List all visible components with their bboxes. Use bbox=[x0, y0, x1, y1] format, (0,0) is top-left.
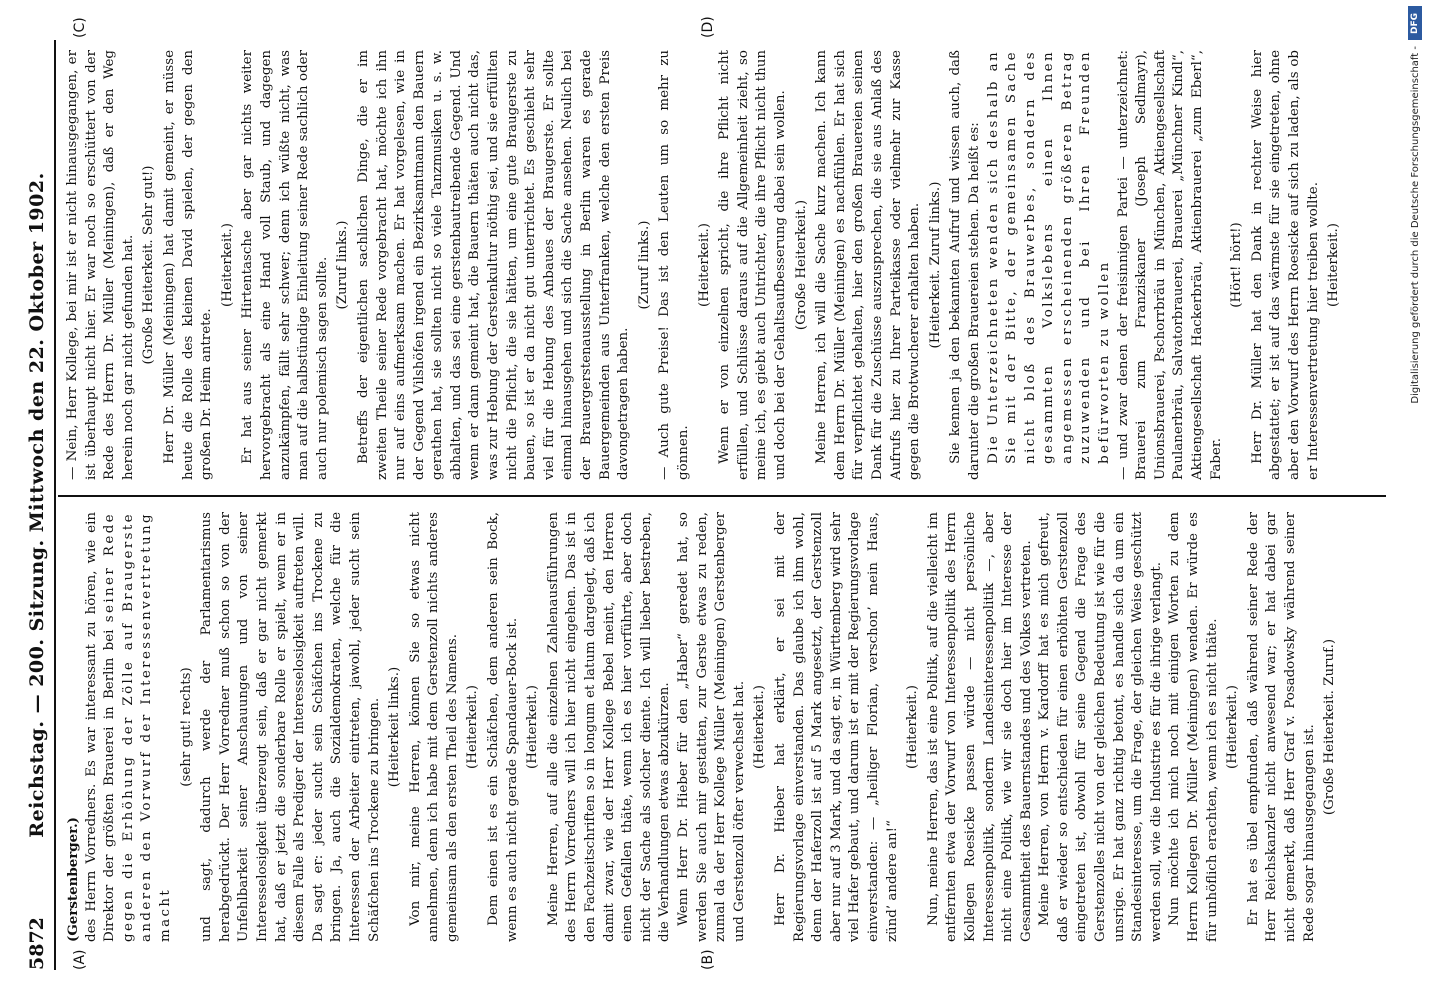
digitization-credit-text: Digitalisierung gefördert durch die Deutsche Forschungsgemeinschaft - bbox=[1410, 46, 1421, 404]
margin-mark-b: (B) bbox=[700, 949, 716, 970]
interjection: (Heiterkeit.) bbox=[219, 223, 235, 307]
margin-mark-a: (A) bbox=[72, 949, 88, 970]
paragraph: Meine Herren, von Herrn v. Kardorff hat es mich gefreut, daß er wieder so entschieden für einen erhöhten Gerstenzoll eingetreten ist, obwohl für seine Gegend die Frage des Gerstenzolles nicht von der gleichen Bedeutung ist wie für die unsrige. Er hat ganz richtig betont, es handle sich da um ein Standesinteresse, um die Frage, der gleichen Weise geschützt werden soll, wie die Industrie es für die ihrige verlangt. bbox=[1037, 512, 1164, 942]
page-number: 5872 bbox=[26, 917, 48, 970]
dfg-logo: DFG bbox=[1408, 6, 1422, 40]
paragraph: — Nein, Herr Kollege, bei mir ist er nicht hinausgegangen, er ist überhaupt nicht hier. Er war noch so erschüttert von der Rede des Herrn Dr. Müller (Meiningen), daß er den Weg herein noch gar nicht gefunden hat. bbox=[65, 50, 136, 480]
paragraph-text: des Herrn Vorredners. Es war interessant zu hören, wie ein Direktor der größten Brauerei in Berlin bei bbox=[83, 512, 118, 942]
interjection: (Heiterkeit.) bbox=[1326, 223, 1342, 307]
interjection: (Heiterkeit.) bbox=[1225, 685, 1241, 769]
paragraph: Betreffs der eigentlichen sachlichen Dinge, die er im zweiten Theile seiner Rede vorgebracht hat, möchte ich ihn nur auf eins aufmerksam machen. Er hat vorgelesen, wie in der Gegend Vilshöfen irgend ein Bezirksamtmann den Bauern gerathen hat, sie sollten nicht so viele Tanzmusiken u. s. w. abhalten, und das sei eine gerstenbautreibende Gegend. Und wenn er dann gemeint hat, die Bauern thäten auch nicht das, was zur Hebung der Gerstenkultur nöthig sei, und sie erfüllten nicht die Pflicht, die sie hätten, um eine gute Braugerste zu bauen, so ist er da nicht gut unterrichtet. Es geschieht sehr viel für die Hebung des Anbaues der Braugerste. Er sollte einmal hinausgehen und sich die Sache ansehen. Neulich bei der Brauergerstenausstellung in Berlin waren es gerade Bauergemeinden aus Unterfranken, welche den ersten Preis davongetragen haben. bbox=[355, 50, 632, 480]
paragraph: Herr Dr. Hieber hat erklärt, er sei mit der Regierungsvorlage einverstanden. Das glaube ich ihm wohl, denn der Haferzoll ist auf 5 Mark angesetzt, der Gerstenzoll aber nur auf 3 Mark, und da sagt er, in Württemberg wird sehr viel Hafer gebaut, und darum ist er mit der Regierungsvorlage einverstanden: — „heiliger Florian, verschon’ mein Haus, zünd’ andere an!“ bbox=[772, 512, 900, 942]
paragraph bbox=[83, 512, 176, 942]
interjection: (Heiterkeit.) bbox=[752, 685, 768, 769]
paragraph: — Auch gute Preise! Das ist den Leuten um so mehr zu gönnen. bbox=[657, 50, 691, 480]
speaker-name: (Gerstenberger.) bbox=[65, 817, 81, 942]
interjection: (Heiterkeit. Zuruf links.) bbox=[927, 181, 943, 349]
paragraph: Wenn Herr Dr. Hieber für den „Haber“ geredet hat, so werden Sie auch mir gestatten, zur Gerste etwas zu reden, zumal da der Herr Kollege Müller (Meiningen) Gerstenberger und Gerstenzoll öfter verwechselt hat. bbox=[676, 512, 747, 942]
paragraph: Dem einen ist es ein Schäfchen, dem anderen sein Bock, wenn es auch nicht gerade Spandauer-Bock ist. bbox=[486, 512, 520, 942]
interjection: (sehr gut! rechts) bbox=[178, 667, 194, 787]
column-divider bbox=[58, 495, 1386, 497]
paragraph: Sie kennen ja den bekannten Aufruf und wissen auch, daß darunter die großen Brauereien stehen. Da heißt es: bbox=[948, 50, 982, 480]
margin-mark-d: (D) bbox=[700, 16, 716, 38]
margin-mark-c: (C) bbox=[72, 17, 88, 38]
interjection: (Heiterkeit.) bbox=[696, 223, 712, 307]
interjection: (Zuruf links.) bbox=[636, 220, 652, 310]
paragraph: Er hat es übel empfunden, daß während seiner Rede der Herr Reichskanzler nicht anwesend war; er hat dabei gar nicht gemerkt, daß Herr Graf v. Posadowsky während seiner Rede sogar hinausgegangen ist. bbox=[1245, 512, 1317, 942]
paragraph: Meine Herren, auf alle die einzelnen Zahlenausführungen des Herrn Vorredners will ich hier nicht eingehen. Das ist in den Fachzeitschriften so in longum et latum dargelegt, daß ich damit zwar, wie der Herr Kollege Bebel meint, den Herren einen Gefallen thäte, wenn ich es hier vorführte, aber doch nicht der Sache als solcher diente. Ich will lieber bestreben, die Verhandlungen etwas abzukürzen. bbox=[545, 512, 673, 942]
interjection: (Große Heiterkeit. Sehr gut!) bbox=[141, 165, 157, 365]
interjection: (Hört! hört!) bbox=[1229, 222, 1245, 308]
digitization-credit bbox=[1396, 0, 1434, 1000]
paragraph: Er hat aus seiner Hirtentasche aber gar nichts weiter hervorgebracht als eine Hand voll Staub, und dagegen anzukämpfen, fällt sehr schwer; denn ich wüßte nicht, was man auf die halbstündige Einleitung seiner Rede sachlich oder auch nur polemisch sagen sollte. bbox=[240, 50, 330, 480]
right-column bbox=[64, 50, 1386, 480]
paragraph: Von mir, meine Herren, können Sie so etwas nicht annehmen, denn ich habe mit dem Gerstenzoll nichts anderes gemeinsam als den ersten Theil des Namens. bbox=[407, 512, 460, 942]
interjection: (Große Heiterkeit. Zuruf.) bbox=[1322, 638, 1338, 816]
interjection: (Heiterkeit.) bbox=[525, 685, 541, 769]
paragraph: und sagt, dadurch werde der Parlamentarismus herabgedrückt. Der Herr Vorredner muß schon so von der Unfehlbarkeit seiner Anschauungen und von seiner Interesselosigkeit überzeugt sein, daß er gar nicht gemerkt hat, daß er jetzt die sonderbare Rolle er spielt, wenn er in diesem Falle als Prediger der Interesselosigkeit auftreten will. Da sagt er: jeder sucht sein Schäfchen ins Trockene zu bringen. Ja, auch die Sozialdemokraten, welche für die Interessen der Arbeiter eintreten, jawohl, jeder sucht sein Schäfchen ins Trockene zu bringen. bbox=[199, 512, 382, 942]
paragraph: Meine Herren, ich will die Sache kurz machen. Ich kann dem Herrn Dr. Müller (Meiningen) es nachfühlen. Er hat sich für verpflichtet gehalten, hier den großen Brauereien seinen Dank für die Zuschüsse auszusprechen, die sie aus Anlaß des Aufrufs hier zu Ihrer Parteikasse oder vielmehr zur Kasse gegen die Brotwucherer erhalten haben. bbox=[814, 50, 923, 480]
interjection: (Große Heiterkeit.) bbox=[793, 199, 809, 331]
interjection: (Heiterkeit.) bbox=[905, 685, 921, 769]
paragraph: Nun möchte ich mich noch mit einigen Worten zu dem Herrn Kollegen Dr. Müller (Meiningen) wenden. Er würde es für unhöflich erachten, wenn ich es nicht thäte. bbox=[1167, 512, 1220, 942]
running-title: Reichstag. — 200. Sitzung. Mittwoch den 22. Oktober 1902. bbox=[26, 172, 48, 838]
spaced-emphasis: seiner Rede gegen die Erhöhung der Zölle auf Braugerste anderen den Vorwurf der Interessenvertretung macht bbox=[102, 512, 173, 942]
interjection: (Zuruf links.) bbox=[335, 220, 351, 310]
paragraph: Wenn er von einzelnen spricht, die ihre Pflicht nicht erfüllen, und Schlüsse daraus auf die Allgemeinheit zieht, so meine ich, es giebt auch Untrichter, die ihre Pflicht nicht thun und doch bei der Gehaltsaufbesserung dabei sein wollen. bbox=[717, 50, 788, 480]
page-header bbox=[18, 40, 56, 970]
paragraph: — und zwar denen der freisinnigen Partei — unterzeichnet: Brauerei zum Franziskaner (Joseph Sedlmayr), Unionsbrauerei, Pschorrbräu in München, Aktiengesellschaft Paulanerbräu, Salvatorbrauerei, Brauerei „Münchner Kindl“, Aktiengesellschaft Hackerbräu, Aktienbrauerei „zum Eberl“, Faber. bbox=[1115, 50, 1224, 480]
interjection: (Heiterkeit links.) bbox=[387, 666, 403, 788]
paragraph: Herr Dr. Müller hat den Dank in rechter Weise hier abgestattet; er ist auf das wärmste für sie eingetreten, ohne aber den Vorwurf des Herrn Roesicke auf sich zu laden, als ob er Interessenvertretung hier treiben wollte. bbox=[1249, 50, 1321, 480]
paragraph: Nun, meine Herren, das ist eine Politik, auf die vielleicht im entfernten etwa der Vorwurf von Interessenpolitik des Herrn Kollegen Roesicke passen würde — nicht persönliche Interessenpolitik, sondern Landesinteressenpolitik —, aber nicht eine Politik, wie wir sie doch hier im Interesse der Gesammtheit des Bauernstandes und des Volkes vertreten. bbox=[925, 512, 1034, 942]
paragraph: Herr Dr. Müller (Meiningen) hat damit gemeint, er müsse heute die Rolle des kleinen David spielen, der gegen den großen Dr. Heim antrete. bbox=[161, 50, 215, 480]
left-column bbox=[64, 512, 1386, 942]
quoted-appeal: Die Unterzeichneten wenden sich deshalb an Sie mit der Bitte, der gemeinsamen Sache nicht bloß des Brauwerbes, sondern des gesammten Volkslebens einen Ihnen angemessen erscheinenden größeren Betrag zuzuwenden und bei Ihren Freunden befürworten zu wollen bbox=[985, 50, 1113, 464]
interjection: (Heiterkeit.) bbox=[465, 685, 481, 769]
